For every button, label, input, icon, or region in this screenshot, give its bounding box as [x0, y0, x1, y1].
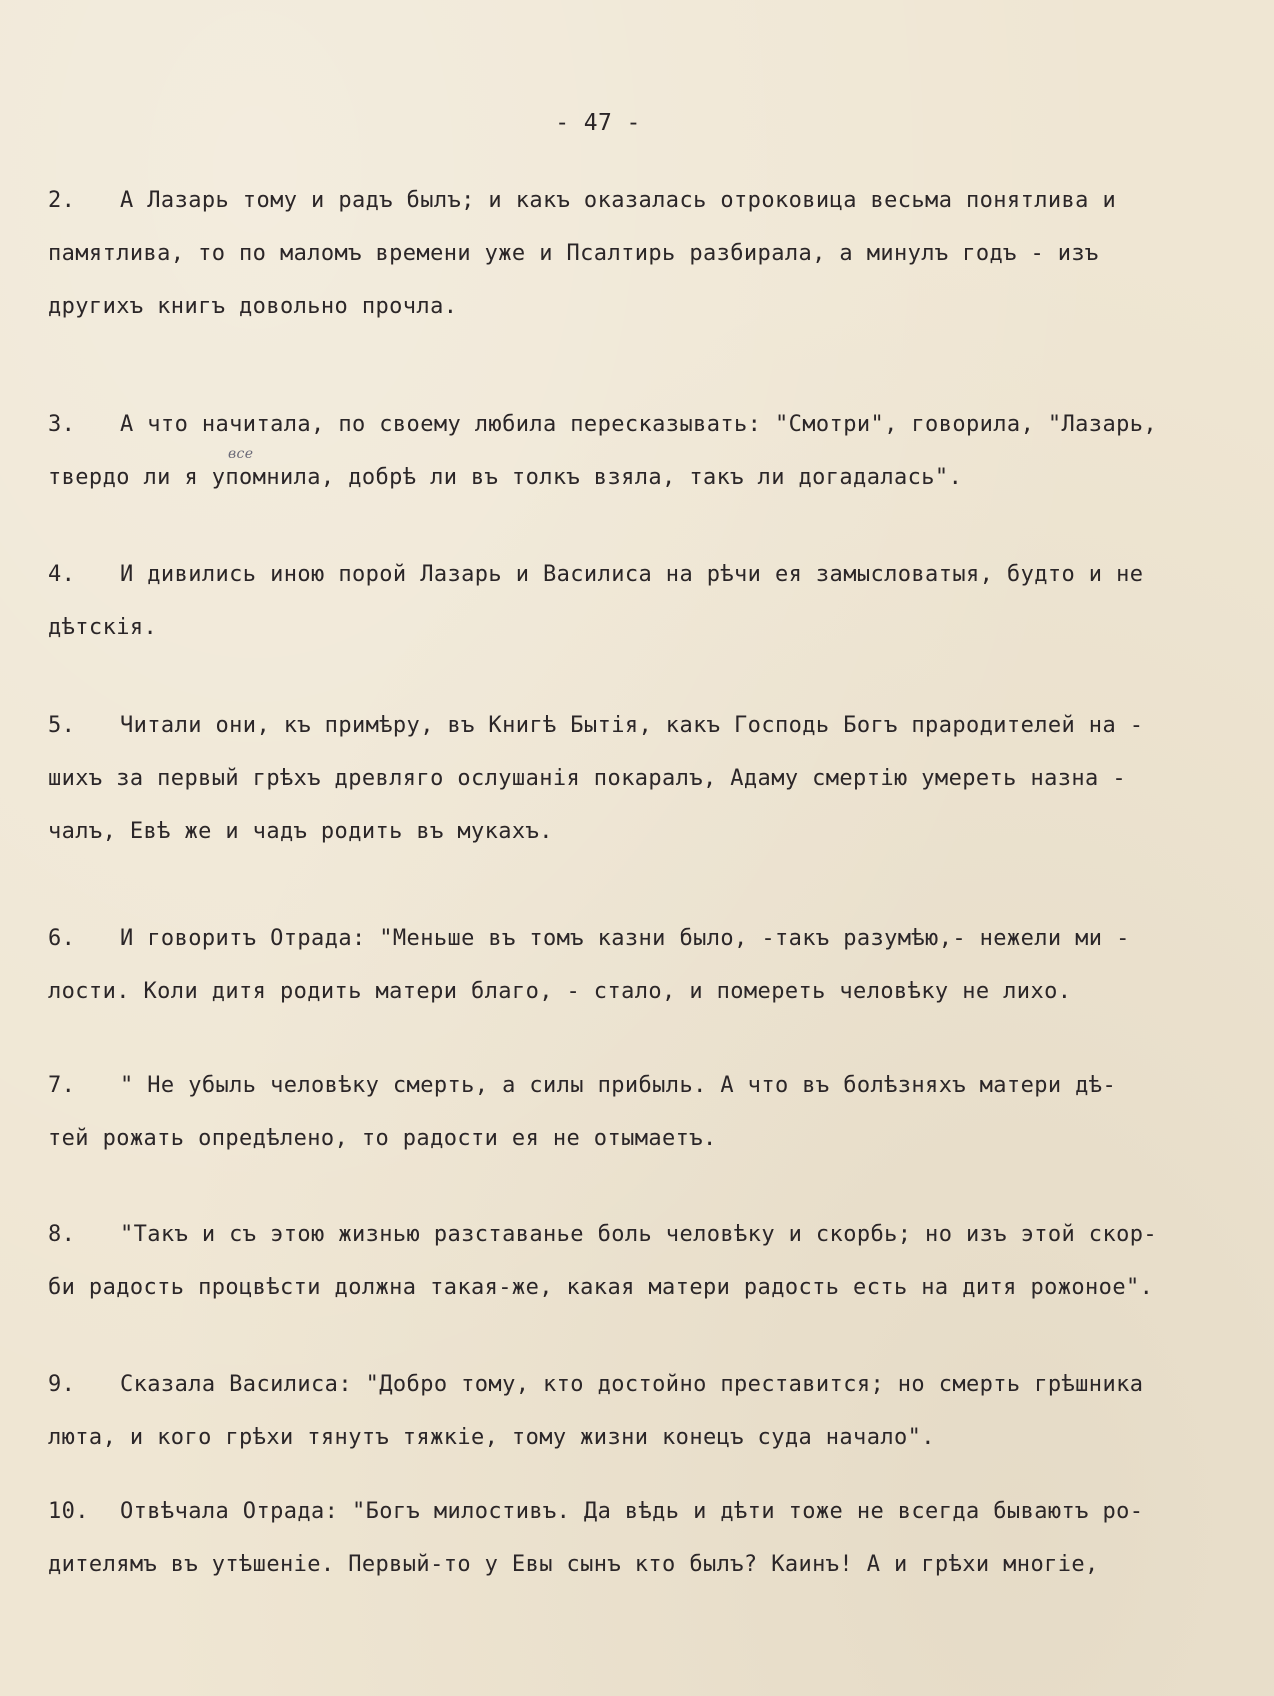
- paragraph-10: [48, 1497, 1248, 1580]
- paragraph-line: [48, 1497, 1248, 1527]
- paragraph-7: [48, 1071, 1248, 1154]
- paragraph-line: другихъ книгъ довольно прочла.: [48, 294, 458, 319]
- paragraph-number: 9.: [48, 1372, 76, 1397]
- paragraph-9: [48, 1370, 1248, 1453]
- paragraph-line: лости. Коли дитя родить матери благо, - стало, и помереть человѣку не лихо.: [48, 979, 1072, 1004]
- paragraph-line: люта, и кого грѣхи тянутъ тяжкіе, тому жизни конецъ суда начало".: [48, 1425, 935, 1450]
- paragraph-line: дителямъ въ утѣшеніе. Первый-то у Евы сынъ кто былъ? Каинъ! А и грѣхи многіе,: [48, 1552, 1099, 1577]
- line-text: Читали они, къ примѣру, въ Книгѣ Бытія, какъ Господь Богъ прародителей на -: [120, 713, 1144, 738]
- paragraph-line: шихъ за первый грѣхъ древляго ослушанія покаралъ, Адаму смертію умереть назна -: [48, 766, 1126, 791]
- line-text: Сказала Василиса: "Добро тому, кто достойно преставится; но смерть грѣшника: [120, 1372, 1144, 1397]
- paragraph-2: [48, 186, 1248, 322]
- paragraph-number: 10.: [48, 1499, 89, 1524]
- paragraph-number: 8.: [48, 1222, 76, 1247]
- paragraph-5: [48, 711, 1248, 847]
- paragraph-line: твердо ли я упомнила, добрѣ ли въ толкъ взяла, такъ ли догадалась".: [48, 465, 963, 490]
- paragraph-number: 3.: [48, 412, 76, 437]
- paragraph-line: тей рожать опредѣлено, то радости ея не отымаетъ.: [48, 1126, 717, 1151]
- paragraph-line: [48, 560, 1248, 590]
- paragraph-number: 4.: [48, 562, 76, 587]
- paragraph-line: [48, 711, 1248, 741]
- paragraph-4: [48, 560, 1248, 643]
- paragraph-6: [48, 924, 1248, 1007]
- paragraph-line: [48, 186, 1248, 216]
- paragraph-number: 5.: [48, 713, 76, 738]
- line-text: И говоритъ Отрада: "Меньше въ томъ казни было, -такъ разумѣю,- нежели ми -: [120, 926, 1130, 951]
- paragraph-line: [48, 410, 1248, 440]
- paragraph-line: [48, 924, 1248, 954]
- line-text: И дивились иною порой Лазарь и Василиса на рѣчи ея замысловатыя, будто и не: [120, 562, 1144, 587]
- paragraph-line: [48, 1370, 1248, 1400]
- paragraph-line: дѣтскія.: [48, 615, 158, 640]
- paragraph-line: [48, 1071, 1248, 1101]
- line-text: " Не убыль человѣку смерть, а силы прибыль. А что въ болѣзняхъ матери дѣ-: [120, 1073, 1117, 1098]
- paragraph-line: чалъ, Евѣ же и чадъ родить въ мукахъ.: [48, 819, 553, 844]
- paragraph-line: би радость процвѣсти должна такая-же, какая матери радость есть на дитя рожоное".: [48, 1275, 1154, 1300]
- page-number: - 47 -: [555, 110, 641, 136]
- paragraph-number: 7.: [48, 1073, 76, 1098]
- paragraph-line: памятлива, то по маломъ времени уже и Псалтирь разбирала, а минулъ годъ - изъ: [48, 241, 1099, 266]
- paragraph-line: [48, 1220, 1248, 1250]
- handwritten-annotation: все: [228, 446, 254, 462]
- line-text: Отвѣчала Отрада: "Богъ милостивъ. Да вѣдь и дѣти тоже не всегда бываютъ ро-: [120, 1499, 1144, 1524]
- paragraph-number: 2.: [48, 188, 76, 213]
- paragraph-8: [48, 1220, 1248, 1303]
- line-text: "Такъ и съ этою жизнью разставанье боль человѣку и скорбь; но изъ этой скор-: [120, 1222, 1158, 1247]
- line-text: А что начитала, по своему любила пересказывать: "Смотри", говорила, "Лазарь,: [120, 412, 1158, 437]
- line-text: А Лазарь тому и радъ былъ; и какъ оказалась отроковица весьма понятлива и: [120, 188, 1117, 213]
- paragraph-number: 6.: [48, 926, 76, 951]
